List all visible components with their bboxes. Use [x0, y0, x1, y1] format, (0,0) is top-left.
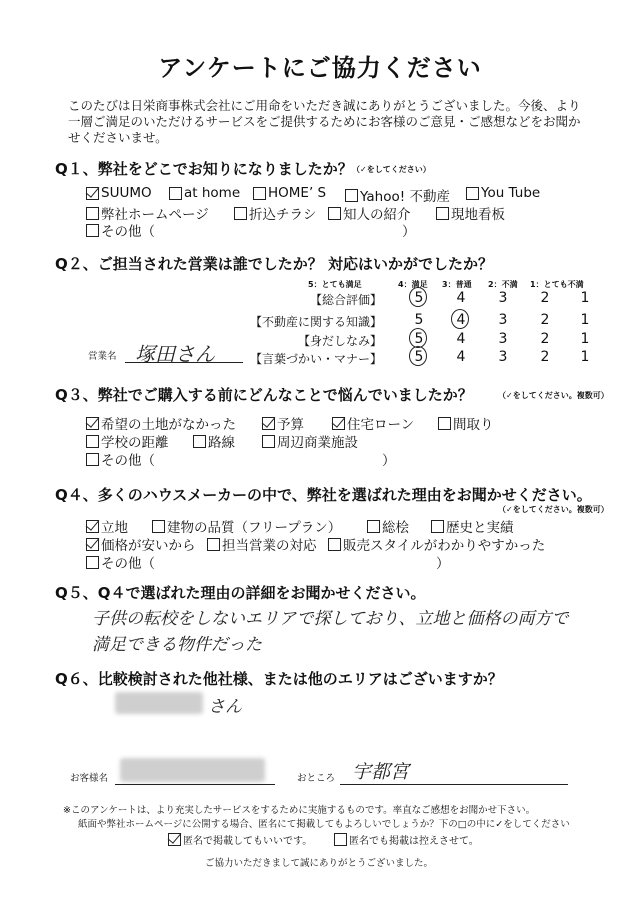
q4-option-hinoki[interactable]: 総桧 [367, 516, 409, 536]
consent-no[interactable]: 匿名でも掲載は控えさせて。 [334, 832, 479, 847]
q2-label: Q２、ご担当された営業は誰でしたか？ 対応はいかがでしたか？ [55, 255, 493, 273]
q3-option-school[interactable]: 学校の距離 [86, 431, 169, 451]
q1-label: Q１、弊社をどこでお知りになりましたか？ [55, 160, 353, 178]
q3-option-land[interactable]: 希望の土地がなかった [86, 413, 236, 433]
checkbox-icon[interactable] [334, 833, 347, 846]
checkbox-icon[interactable] [86, 417, 99, 430]
q1-option-homepage[interactable]: 弊社ホームページ [86, 203, 209, 223]
rating-option-4[interactable]: 4 [456, 331, 466, 347]
rating-selected-circle [409, 287, 427, 307]
checkbox-icon[interactable] [207, 538, 220, 551]
rating-row-label: 【不動産に関する知識】 [249, 315, 382, 329]
rating-option-4[interactable]: 4 [456, 290, 466, 306]
scale-header-1: 1：とても不満 [530, 280, 584, 289]
rating-selected-circle [451, 309, 469, 329]
address-value: 宇都宮 [352, 761, 410, 783]
rating-selected-circle [409, 328, 427, 348]
rating-option-5[interactable]: 5 [414, 349, 424, 365]
checkbox-icon[interactable] [86, 556, 99, 569]
checkbox-icon[interactable] [438, 417, 451, 430]
checkbox-icon[interactable] [262, 417, 275, 430]
rating-option-5[interactable]: 5 [414, 312, 424, 328]
q4-option-quality[interactable]: 建物の品質（フリープラン） [152, 516, 341, 536]
rating-option-3[interactable]: 3 [498, 312, 508, 328]
survey-title: アンケートにご協力ください [158, 54, 482, 82]
q1-note: （✓をしてください） [352, 165, 431, 174]
q4-option-location[interactable]: 立地 [86, 516, 128, 536]
q3-option-loan[interactable]: 住宅ローン [332, 413, 414, 433]
checkbox-icon[interactable] [86, 435, 99, 448]
checkbox-icon[interactable] [431, 520, 444, 533]
checkbox-icon[interactable] [86, 453, 99, 466]
checkbox-icon[interactable] [234, 207, 247, 220]
rating-option-2[interactable]: 2 [540, 290, 550, 306]
q4-other-close: ） [436, 556, 450, 572]
rating-option-4[interactable]: 4 [456, 349, 466, 365]
customer-name-line [115, 784, 275, 785]
checkbox-icon[interactable] [262, 435, 275, 448]
rating-option-5[interactable]: 5 [414, 331, 424, 347]
q4-option-history[interactable]: 歴史と実績 [431, 516, 514, 536]
address-label: おところ [297, 773, 336, 784]
q1-option-athome[interactable]: at home [169, 185, 240, 201]
checkbox-icon[interactable] [152, 520, 165, 533]
q3-option-shopping[interactable]: 周辺商業施設 [262, 431, 358, 451]
q5-label: Q５、Q４で選ばれた理由の詳細をお聞かせください。 [55, 584, 426, 602]
q1-option-youtube[interactable]: You Tube [466, 185, 540, 201]
rating-option-2[interactable]: 2 [540, 349, 550, 365]
q6-answer-suffix: さん [208, 697, 242, 717]
rating-row-label: 【身だしなみ】 [297, 334, 382, 348]
rating-option-5[interactable]: 5 [414, 290, 424, 306]
checkbox-icon[interactable] [253, 187, 266, 200]
rating-option-2[interactable]: 2 [540, 312, 550, 328]
scale-header-3: 3：普通 [442, 280, 472, 289]
rating-option-1[interactable]: 1 [580, 312, 590, 328]
checkbox-icon[interactable] [367, 520, 380, 533]
rating-option-3[interactable]: 3 [498, 331, 508, 347]
q3-label: Q３、弊社でご購入する前にどんなことで悩んでいましたか？ [55, 386, 473, 404]
rating-row-label: 【言葉づかい・マナー】 [249, 352, 382, 366]
checkbox-icon[interactable] [328, 207, 341, 220]
consent-yes[interactable]: 匿名で掲載してもいいです。 [168, 832, 312, 847]
scale-header-5: 5：とても満足 [308, 280, 362, 289]
q4-note: （✓をしてください。複数可） [498, 505, 609, 514]
q1-option-yahoo[interactable]: Yahoo! 不動産 [345, 185, 450, 205]
rating-option-1[interactable]: 1 [580, 331, 590, 347]
q1-option-referral[interactable]: 知人の紹介 [328, 203, 411, 223]
q1-option-homes[interactable]: HOME’ S [253, 185, 326, 201]
address-line [340, 784, 568, 785]
q6-label: Q６、比較検討された他社様、または他のエリアはございますか？ [55, 670, 503, 688]
redacted-customer-name [120, 758, 265, 782]
sales-name-value: 塚田さん [135, 342, 215, 366]
intro-text: このたびは日栄商事株式会社にご用命をいただき誠にありがとうございました。今後、より一層ご満足のいただけるサービスをご提供するためにお客様のご意見・ご感想などをお聞かせくださいませ。 [68, 98, 581, 145]
checkbox-icon[interactable] [86, 207, 99, 220]
q3-option-budget[interactable]: 予算 [262, 413, 304, 433]
checkbox-icon[interactable] [86, 520, 99, 533]
rating-selected-circle [409, 346, 427, 366]
q1-other-close: ） [402, 224, 416, 240]
sales-name-line [125, 362, 243, 363]
checkbox-icon[interactable] [86, 224, 99, 237]
q3-option-route[interactable]: 路線 [193, 431, 235, 451]
checkbox-icon[interactable] [332, 417, 345, 430]
checkbox-icon[interactable] [168, 833, 181, 846]
thanks-text: ご協力いただきまして誠にありがとうございました。 [205, 858, 434, 869]
customer-name-label: お客様名 [70, 773, 109, 784]
q4-option-price[interactable]: 価格が安いから [86, 534, 196, 554]
footer-note-1: ※このアンケートは、より充実したサービスをするために実施するものです。率直なご感想をお聞かせ下さい。 [63, 805, 536, 816]
scale-header-2: 2：不満 [488, 280, 518, 289]
q1-option-sign[interactable]: 現地看板 [436, 203, 505, 223]
footer-note-2: 紙面や弊社ホームページに公開する場合、匿名にて掲載してもよろしいでしょうか？下の□の中に✓をしてください [78, 819, 570, 830]
rating-option-3[interactable]: 3 [498, 290, 508, 306]
q1-option-suumo[interactable]: SUUMO [86, 185, 152, 201]
scale-header-4: 4：満足 [398, 280, 428, 289]
sales-name-label: 営業名 [88, 351, 117, 362]
q5-answer-line1: 子供の転校をしないエリアで探しており、立地と価格の両方で [92, 609, 569, 629]
rating-option-1[interactable]: 1 [580, 290, 590, 306]
q3-other-close: ） [382, 453, 396, 469]
q1-option-other[interactable]: その他（ [86, 220, 155, 240]
q1-option-flyer[interactable]: 折込チラシ [234, 203, 317, 223]
redacted-competitor [115, 692, 203, 714]
checkbox-icon[interactable] [328, 538, 341, 551]
checkbox-icon[interactable] [193, 435, 206, 448]
rating-option-3[interactable]: 3 [498, 349, 508, 365]
checkbox-icon[interactable] [86, 187, 99, 200]
q4-option-sales-response[interactable]: 担当営業の対応 [207, 534, 317, 554]
q5-answer-line2: 満足できる物件だった [92, 635, 262, 655]
q4-option-sales-style[interactable]: 販売スタイルがわかりやすかった [328, 534, 545, 554]
checkbox-icon[interactable] [169, 187, 182, 200]
checkbox-icon[interactable] [86, 538, 99, 551]
rating-option-4[interactable]: 4 [456, 312, 466, 328]
q3-option-other[interactable]: その他（ [86, 449, 155, 469]
checkbox-icon[interactable] [466, 187, 479, 200]
checkbox-icon[interactable] [345, 189, 358, 202]
rating-option-1[interactable]: 1 [580, 349, 590, 365]
checkbox-icon[interactable] [436, 207, 449, 220]
q4-label: Q４、多くのハウスメーカーの中で、弊社を選ばれた理由をお聞かせください。 [55, 486, 592, 504]
rating-row-label: 【総合評価】 [309, 293, 382, 307]
q3-option-floorplan[interactable]: 間取り [438, 413, 494, 433]
q3-note: （✓をしてください。複数可） [498, 391, 609, 400]
rating-option-2[interactable]: 2 [540, 331, 550, 347]
q4-option-other[interactable]: その他（ [86, 552, 155, 572]
